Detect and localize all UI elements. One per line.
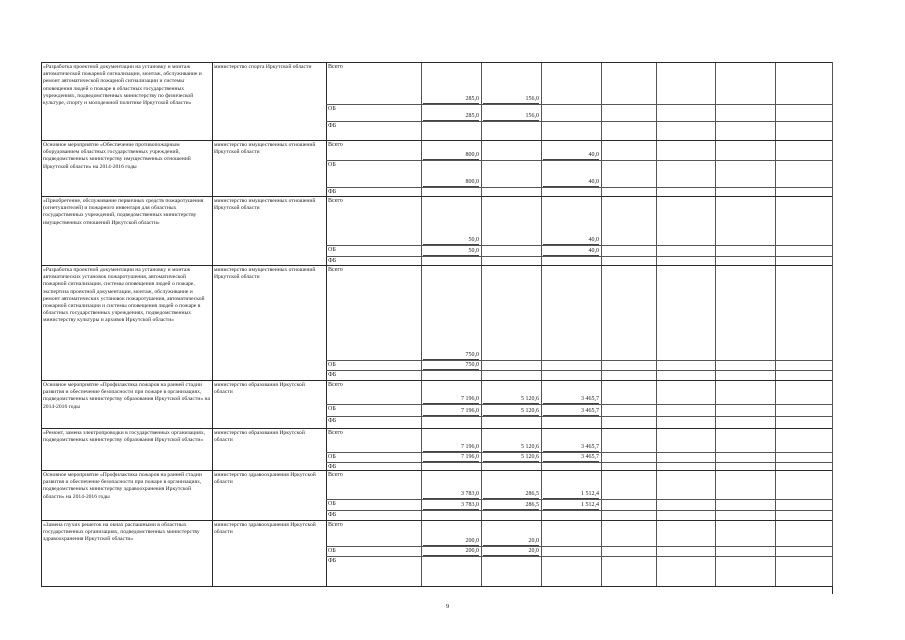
total-value: 5 120,6 <box>483 396 539 404</box>
regional-budget-value: 7 196,0 <box>423 454 479 462</box>
executor-cell-text: министерство образования Иркутской области <box>214 430 305 444</box>
executor-cell-text: министерство спорта Иркутской области <box>214 64 312 70</box>
regional-budget-value: 800,0 <box>423 179 479 187</box>
total-value: 1 512,4 <box>543 491 599 499</box>
funding-source-label: ОБ <box>328 406 336 412</box>
total-value: 750,0 <box>423 352 479 360</box>
executor-cell-text: министерство имущественных отношений Иркутской области <box>214 142 316 156</box>
funding-source-label: ФБ <box>328 418 337 424</box>
source-sub-rule <box>326 462 832 463</box>
executor-cell-text: министерство образования Иркутской области <box>214 382 305 396</box>
source-sub-rule <box>326 121 832 122</box>
total-value: 200,0 <box>423 538 479 546</box>
table-column-rule <box>832 62 833 586</box>
funding-source-label: ФБ <box>328 558 337 564</box>
row-top-rule <box>41 470 832 471</box>
total-value: 3 465,7 <box>543 396 599 404</box>
executor-cell-text: министерство здравоохранения Иркутской области <box>214 522 316 536</box>
total-value: 40,0 <box>543 237 599 245</box>
regional-budget-value: 40,0 <box>543 179 599 187</box>
funding-source-label: Всего <box>328 382 343 388</box>
row-top-rule <box>41 140 832 141</box>
row-top-rule <box>41 520 832 521</box>
measure-cell-text: «Приобретение, обслуживание первичных средств пожаротушения (огнетушителей) и пожарного инвентаря для областных государственных учреждений, подведомственных министерству имущественных отношений Иркутской области» <box>43 198 204 226</box>
measure-cell-text: «Замена глухих решеток на окнах распашными в областных государственных организациях, подведомственных министерству здравоохранения Иркутской области» <box>43 522 200 543</box>
total-value: 5 120,6 <box>483 444 539 452</box>
funding-source-label: ОБ <box>328 362 336 368</box>
regional-budget-value: 3 465,7 <box>543 408 599 416</box>
funding-source-label: Всего <box>328 198 343 204</box>
source-sub-rule <box>326 245 832 246</box>
regional-budget-value: 5 120,6 <box>483 454 539 462</box>
regional-budget-value: 286,5 <box>483 502 539 510</box>
regional-budget-value: 3 783,0 <box>423 502 479 510</box>
executor-cell-text: министерство имущественных отношений Иркутской области <box>214 267 316 281</box>
funding-source-label: ФБ <box>328 189 337 195</box>
measure-cell-text: Основное мероприятие «Профилактика пожаров на ранней стадии развития и обеспечение безопасности при пожаре в организациях, подведомственных министерству образования Иркутской области» на 2014-2016 годы <box>43 382 210 410</box>
source-sub-rule <box>326 187 832 188</box>
row-top-rule <box>41 62 832 63</box>
total-value: 286,5 <box>483 491 539 499</box>
total-value: 7 196,0 <box>423 444 479 452</box>
funding-source-label: ОБ <box>328 548 336 554</box>
funding-source-label: ФБ <box>328 372 337 378</box>
regional-budget-value: 50,0 <box>423 248 479 256</box>
funding-source-label: ОБ <box>328 247 336 253</box>
source-sub-rule <box>326 416 832 417</box>
funding-source-label: ФБ <box>328 464 337 470</box>
total-value: 20,0 <box>483 538 539 546</box>
regional-budget-value: 1 512,4 <box>543 502 599 510</box>
row-top-rule <box>41 428 832 429</box>
funding-source-label: Всего <box>328 522 343 528</box>
funding-source-label: ОБ <box>328 106 336 112</box>
row-top-rule <box>41 196 832 197</box>
regional-budget-value: 200,0 <box>423 548 479 556</box>
regional-budget-value: 20,0 <box>483 548 539 556</box>
regional-budget-value: 750,0 <box>423 362 479 370</box>
source-sub-rule <box>326 404 832 405</box>
funding-source-label: ФБ <box>328 258 337 264</box>
regional-budget-value: 5 120,6 <box>483 408 539 416</box>
funding-source-label: ОБ <box>328 454 336 460</box>
source-sub-rule <box>326 556 832 557</box>
source-sub-rule <box>326 499 832 500</box>
table-bottom-rule <box>41 586 832 587</box>
funding-source-label: ОБ <box>328 162 336 168</box>
total-value: 7 196,0 <box>423 396 479 404</box>
funding-source-label: ФБ <box>328 512 337 518</box>
total-value: 40,0 <box>543 152 599 160</box>
source-sub-rule <box>326 452 832 453</box>
table-edge-mark <box>832 586 833 594</box>
measure-cell-text: «Разработка проектной документации на установку и монтаж автоматической пожарной сигнализации, монтаж, обслуживание и ремонт автоматической пожарной сигнализации и системы оповещения людей о пожаре в областных государственных учреждениях, подведомственных министерству по физической культуре, спорту и молодежной политике Иркутской области» <box>43 64 202 107</box>
source-sub-rule <box>326 256 832 257</box>
regional-budget-value: 40,0 <box>543 248 599 256</box>
source-sub-rule <box>326 370 832 371</box>
funding-source-label: Всего <box>328 472 343 478</box>
funding-source-label: Всего <box>328 430 343 436</box>
total-value: 800,0 <box>423 152 479 160</box>
row-top-rule <box>41 380 832 381</box>
source-sub-rule <box>326 546 832 547</box>
total-value: 50,0 <box>423 237 479 245</box>
source-sub-rule <box>326 510 832 511</box>
source-sub-rule <box>326 160 832 161</box>
total-value: 156,0 <box>483 96 539 104</box>
funding-source-label: ОБ <box>328 501 336 507</box>
regional-budget-value: 156,0 <box>483 113 539 121</box>
measure-cell-text: «Ремонт, замена электропроводки в государственных организациях, подведомственных министерству образования Иркутской области» <box>43 430 206 444</box>
executor-cell-text: министерство здравоохранения Иркутской области <box>214 472 316 486</box>
regional-budget-value: 285,0 <box>423 113 479 121</box>
measure-cell-text: Основное мероприятие «Профилактика пожаров на ранней стадии развития и обеспечение безопасности при пожаре в организациях, подведомственных министерству здравоохранения Иркутской области» на 2014-2016 годы <box>43 472 202 500</box>
total-value: 285,0 <box>423 96 479 104</box>
page-number: 9 <box>446 603 450 610</box>
regional-budget-value: 7 196,0 <box>423 408 479 416</box>
funding-source-label: ФБ <box>328 123 337 129</box>
measure-cell-text: «Разработка проектной документации на установку и монтаж автоматических установок пожаротушения, автоматической пожарной сигнализации, системы оповещения людей о пожаре, экспертиза проектной документации, монтаж, обслуживание и ремонт автоматических установок пожаротушения, автоматической пожарной сигнализации и системы оповещения людей о пожаре в областных государственных учреждениях, подведомственных министерству культуры и архивов Иркутской области» <box>43 267 205 324</box>
row-top-rule <box>41 265 832 266</box>
funding-source-label: Всего <box>328 64 343 70</box>
funding-source-label: Всего <box>328 142 343 148</box>
executor-cell-text: министерство имущественных отношений Иркутской области <box>214 198 316 212</box>
source-sub-rule <box>326 360 832 361</box>
measure-cell-text: Основное мероприятие «Обеспечение противопожарным оборудованием областных государственных учреждений, подведомственных министерству имущественных отношений Иркутской области» на 2014-2016 годы <box>43 142 191 170</box>
total-value: 3 783,0 <box>423 491 479 499</box>
source-sub-rule <box>326 104 832 105</box>
funding-source-label: Всего <box>328 267 343 273</box>
total-value: 3 465,7 <box>543 444 599 452</box>
regional-budget-value: 3 465,7 <box>543 454 599 462</box>
